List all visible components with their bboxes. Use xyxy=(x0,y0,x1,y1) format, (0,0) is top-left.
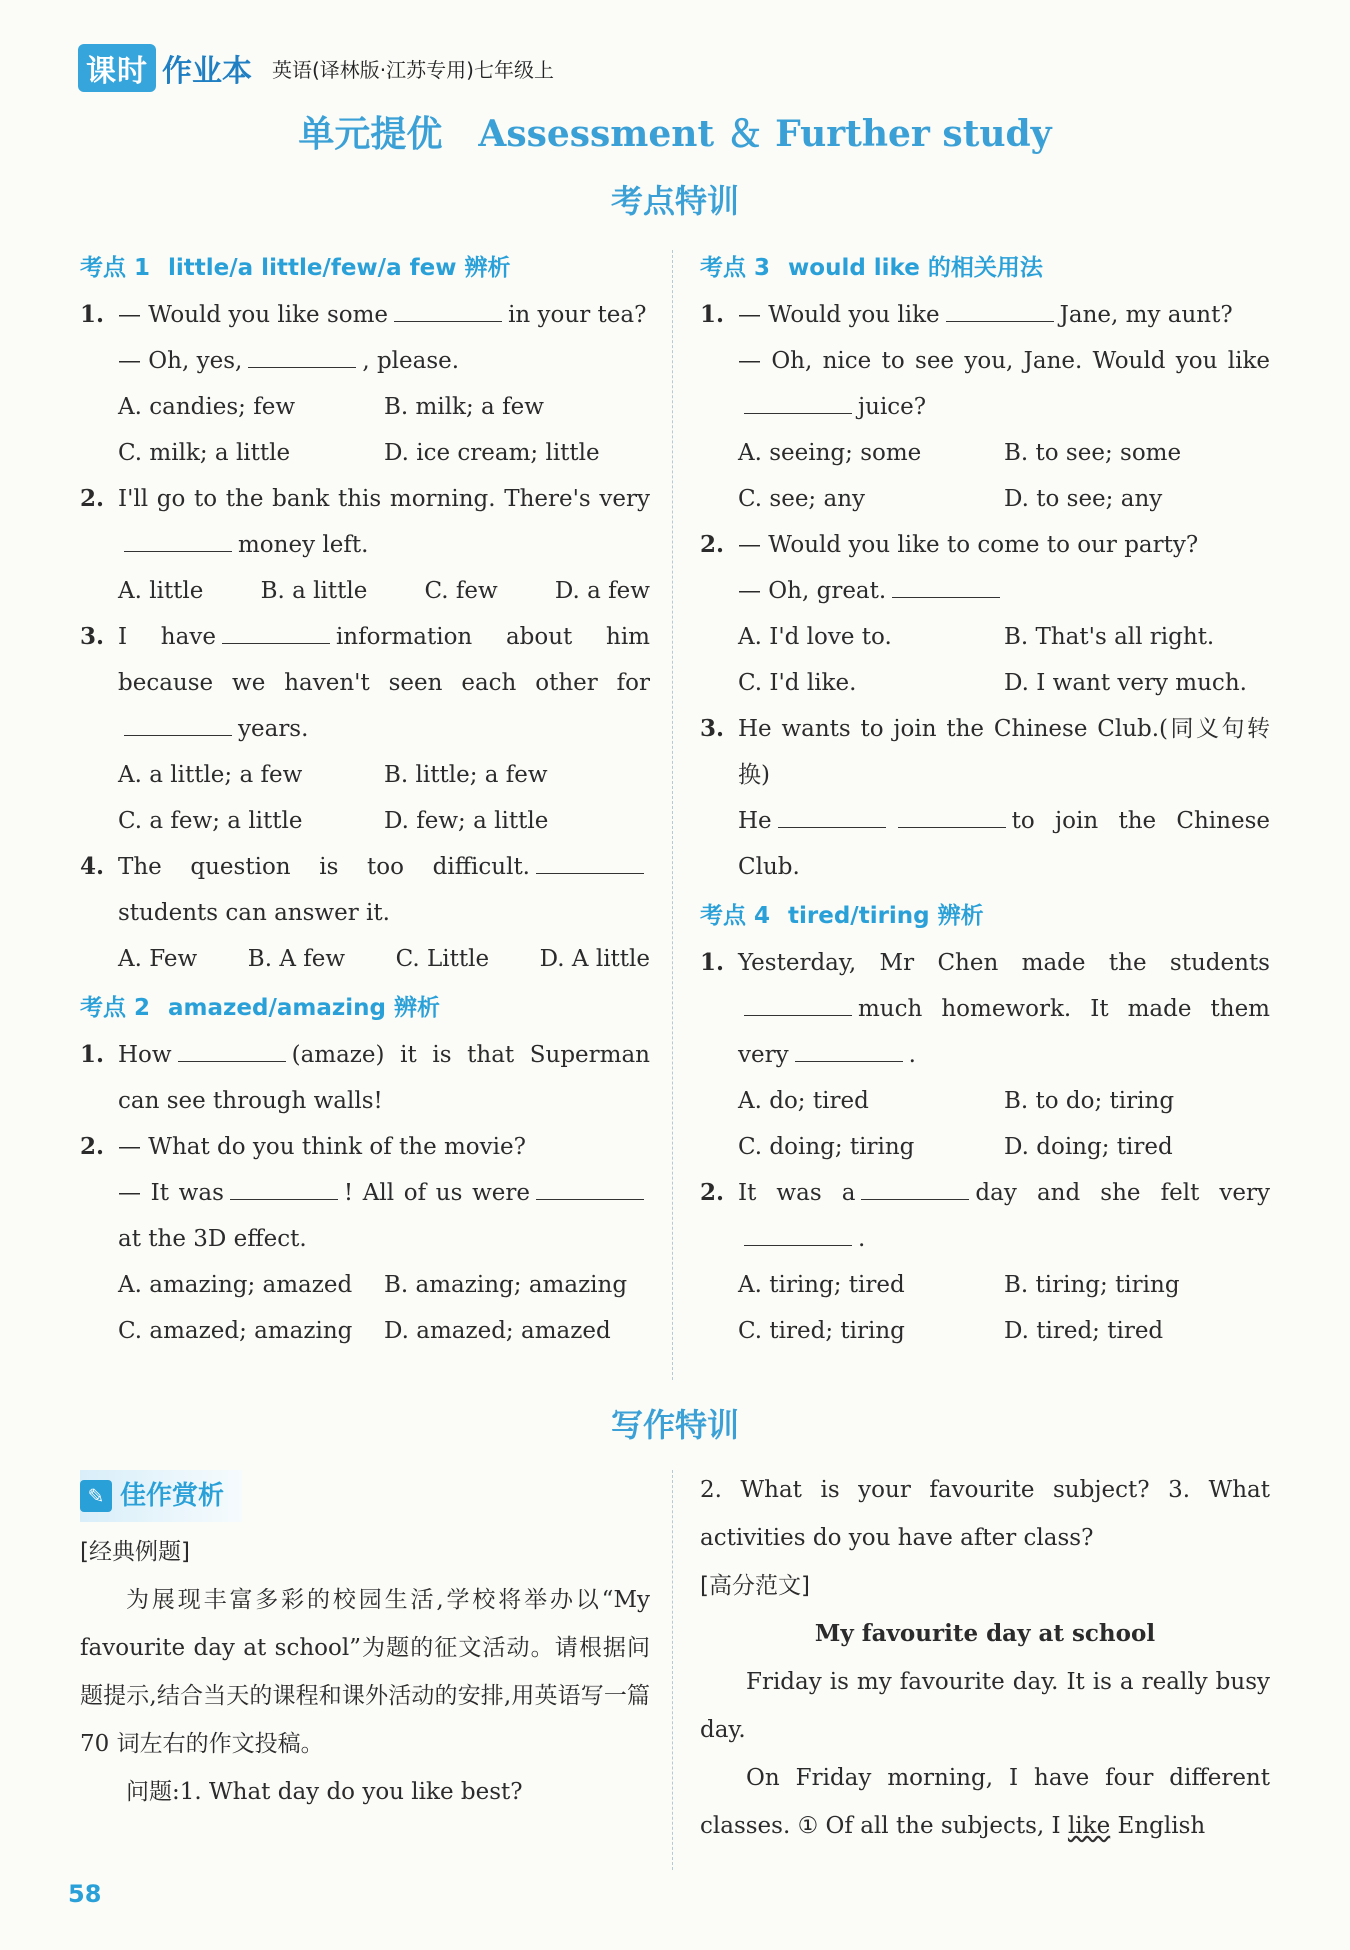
question-t1-2: 2. I'll go to the bank this morning. There's verymoney left. xyxy=(80,485,650,558)
section-title-drills: 考点特训 xyxy=(610,182,739,220)
book-subtitle: 英语(译林版·江苏专用)七年级上 xyxy=(272,57,554,82)
answer-blank[interactable] xyxy=(778,805,886,828)
option-b[interactable]: B. to do; tiring xyxy=(1004,1088,1175,1114)
options-t1-2 xyxy=(80,568,650,614)
answer-blank[interactable] xyxy=(744,1223,852,1246)
option-b[interactable]: B. amazing; amazing xyxy=(384,1272,628,1298)
pen-icon: ✎ xyxy=(80,1480,112,1512)
options-t4-1 xyxy=(700,1078,1270,1170)
left-column xyxy=(80,242,650,1354)
option-d[interactable]: D. ice cream; little xyxy=(384,440,600,466)
example-label: [经典例题] xyxy=(80,1539,190,1565)
column-divider-bottom xyxy=(672,1470,673,1870)
page-number: 58 xyxy=(68,1880,102,1908)
answer-blank[interactable] xyxy=(946,299,1054,322)
topic-2-heading: 考点 2 amazed/amazing 辨析 xyxy=(80,995,440,1021)
option-b[interactable]: B. tiring; tiring xyxy=(1004,1272,1180,1298)
option-a[interactable]: A. amazing; amazed xyxy=(118,1272,353,1298)
question-t1-4: 4. The question is too difficult.students can answer it. xyxy=(80,844,650,936)
answer-blank[interactable] xyxy=(230,1177,338,1200)
option-c[interactable]: C. I'd like. xyxy=(738,670,857,696)
essay-paragraph-1: Friday is my favourite day. It is a really busy day. xyxy=(700,1669,1270,1743)
option-d[interactable]: D. a few xyxy=(554,578,650,604)
unit-title: 单元提优 Assessment ＆ Further study xyxy=(298,113,1052,155)
option-c[interactable]: C. Little xyxy=(395,946,490,972)
option-d[interactable]: D. to see; any xyxy=(1004,486,1163,512)
option-a[interactable]: A. I'd love to. xyxy=(738,624,892,650)
option-b[interactable]: B. little; a few xyxy=(384,762,548,788)
answer-blank[interactable] xyxy=(898,805,1006,828)
option-c[interactable]: C. few xyxy=(424,578,498,604)
option-d[interactable]: D. amazed; amazed xyxy=(384,1318,611,1344)
section-title-writing: 写作特训 xyxy=(610,1406,739,1444)
topic-1-heading: 考点 1 little/a little/few/a few 辨析 xyxy=(80,255,511,281)
option-a[interactable]: A. seeing; some xyxy=(738,440,922,466)
answer-blank[interactable] xyxy=(178,1039,286,1062)
option-d[interactable]: D. A little xyxy=(539,946,650,972)
option-c[interactable]: C. doing; tiring xyxy=(738,1134,915,1160)
answer-blank[interactable] xyxy=(124,529,232,552)
writing-right-column xyxy=(700,1466,1270,1850)
options-t3-2 xyxy=(700,614,1270,706)
answer-blank[interactable] xyxy=(892,575,1000,598)
question-t3-3: 3. He wants to join the Chinese Club.(同义句转换) He to join the Chinese Club. xyxy=(700,715,1270,880)
answer-blank[interactable] xyxy=(394,299,502,322)
options-t2-2 xyxy=(80,1262,650,1354)
brand-logo: 课时 xyxy=(78,44,156,92)
option-c[interactable]: C. a few; a little xyxy=(118,808,303,834)
option-a[interactable]: A. candies; few xyxy=(118,394,296,420)
essay-paragraph-2: On Friday morning, I have four different classes. ① Of all the subjects, I like English xyxy=(700,1765,1270,1839)
answer-blank[interactable] xyxy=(744,993,852,1016)
option-d[interactable]: D. I want very much. xyxy=(1004,670,1247,696)
question-t4-1: 1. Yesterday, Mr Chen made the studentsmuch homework. It made them very . xyxy=(700,949,1270,1068)
right-column xyxy=(700,242,1270,1354)
model-essay-label: [高分范文] xyxy=(700,1573,810,1599)
options-t4-2 xyxy=(700,1262,1270,1354)
column-divider-top xyxy=(672,250,673,1380)
question-t2-2: 2. — What do you think of the movie? — It was ! All of us wereat the 3D effect. xyxy=(80,1124,650,1262)
writing-left-column xyxy=(80,1470,650,1816)
writing-appreciation-tag: ✎ 佳作赏析 xyxy=(80,1470,242,1522)
answer-blank[interactable] xyxy=(536,1177,644,1200)
essay-title: My favourite day at school xyxy=(814,1620,1156,1647)
options-t1-3 xyxy=(80,752,650,844)
topic-3-heading: 考点 3 would like 的相关用法 xyxy=(700,255,1043,281)
option-b[interactable]: B. That's all right. xyxy=(1004,624,1215,650)
writing-questions-2: 2. What is your favourite subject? 3. What activities do you have after class? xyxy=(700,1477,1270,1551)
option-a[interactable]: A. do; tired xyxy=(738,1088,869,1114)
answer-blank[interactable] xyxy=(222,621,330,644)
writing-questions-1: 问题:1. What day do you like best? xyxy=(126,1779,523,1805)
option-b[interactable]: B. milk; a few xyxy=(384,394,544,420)
question-t1-1: 1. — Would you like some in your tea? — Oh, yes, , please. xyxy=(80,301,647,374)
question-t1-3: 3. I have information about him because we haven't seen each other foryears. xyxy=(80,623,650,742)
option-c[interactable]: C. tired; tiring xyxy=(738,1318,905,1344)
option-c[interactable]: C. milk; a little xyxy=(118,440,291,466)
question-t2-1: 1. How (amaze) it is that Superman can see through walls! xyxy=(80,1041,650,1114)
topic-4-heading: 考点 4 tired/tiring 辨析 xyxy=(700,903,984,929)
question-t4-2: 2. It was a day and she felt very. xyxy=(700,1179,1270,1252)
option-c[interactable]: C. see; any xyxy=(738,486,866,512)
question-t3-1: 1. — Would you like Jane, my aunt? — Oh, nice to see you, Jane. Would you likejuice? xyxy=(700,301,1270,420)
brand-name: 作业本 xyxy=(162,54,252,89)
option-c[interactable]: C. amazed; amazing xyxy=(118,1318,353,1344)
answer-blank[interactable] xyxy=(795,1039,903,1062)
option-b[interactable]: B. A few xyxy=(247,946,346,972)
writing-prompt: 为展现丰富多彩的校园生活,学校将举办以“My favourite day at school”为题的征文活动。请根据问题提示,结合当天的课程和课外活动的安排,用英语写一篇 70 词左右的作文投稿。 xyxy=(80,1587,650,1757)
option-d[interactable]: D. few; a little xyxy=(384,808,549,834)
option-b[interactable]: B. a little xyxy=(260,578,368,604)
answer-blank[interactable] xyxy=(536,851,644,874)
answer-blank[interactable] xyxy=(248,345,356,368)
option-b[interactable]: B. to see; some xyxy=(1004,440,1182,466)
options-t1-4 xyxy=(80,936,650,982)
option-a[interactable]: A. little xyxy=(118,578,204,604)
option-d[interactable]: D. doing; tired xyxy=(1004,1134,1173,1160)
options-t1-1 xyxy=(80,384,650,476)
option-a[interactable]: A. tiring; tired xyxy=(738,1272,905,1298)
answer-blank[interactable] xyxy=(861,1177,969,1200)
answer-blank[interactable] xyxy=(744,391,852,414)
options-t3-1 xyxy=(700,430,1270,522)
question-t3-2: 2. — Would you like to come to our party? — Oh, great. xyxy=(700,531,1199,604)
option-a[interactable]: A. a little; a few xyxy=(118,762,303,788)
answer-blank[interactable] xyxy=(124,713,232,736)
option-a[interactable]: A. Few xyxy=(118,946,198,972)
header-brand xyxy=(78,44,554,92)
option-d[interactable]: D. tired; tired xyxy=(1004,1318,1164,1344)
